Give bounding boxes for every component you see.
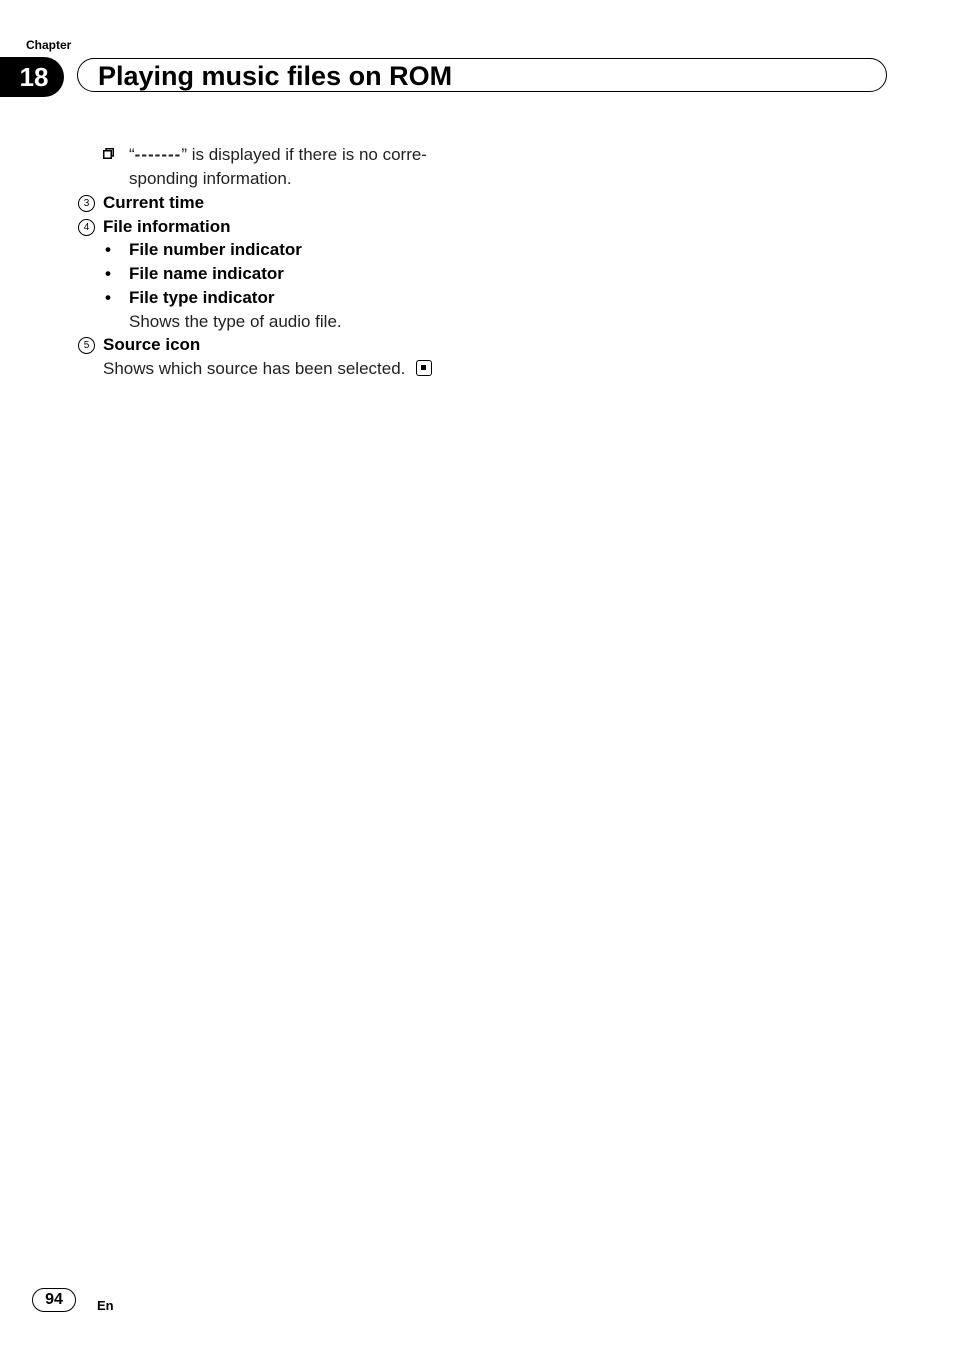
note-text-1: ” is displayed if there is no corre-: [181, 145, 427, 164]
file-type-description: Shows the type of audio file.: [129, 312, 342, 331]
item-number-3: 3: [78, 195, 95, 212]
bullet-marker: •: [105, 288, 111, 307]
item-number-4: 4: [78, 219, 95, 236]
chapter-title: Playing music files on ROM: [98, 61, 453, 91]
note-open-quote: “: [129, 145, 135, 164]
item-title-file-information: File information: [103, 217, 231, 236]
note-dashes: -------: [134, 145, 182, 164]
chapter-number-badge: 18: [0, 57, 64, 97]
chapter-label: Chapter: [26, 38, 72, 52]
bullet-marker: •: [105, 240, 111, 259]
bullet-file-number-indicator: File number indicator: [129, 240, 302, 259]
note-line-2: sponding information.: [129, 169, 292, 188]
bullet-file-name-indicator: File name indicator: [129, 264, 284, 283]
item-title-current-time: Current time: [103, 193, 205, 212]
page-number: 94: [32, 1288, 76, 1312]
note-line-1: [129, 144, 427, 166]
source-icon-description: Shows which source has been selected.: [103, 359, 406, 378]
item-number-5: 5: [78, 337, 95, 354]
language-code: En: [97, 1298, 114, 1313]
item-title-source-icon: Source icon: [103, 335, 201, 354]
end-of-section-icon: [416, 360, 432, 376]
bullet-marker: •: [105, 264, 111, 283]
bullet-file-type-indicator: File type indicator: [129, 288, 275, 307]
note-checkbox-icon: [103, 148, 114, 159]
